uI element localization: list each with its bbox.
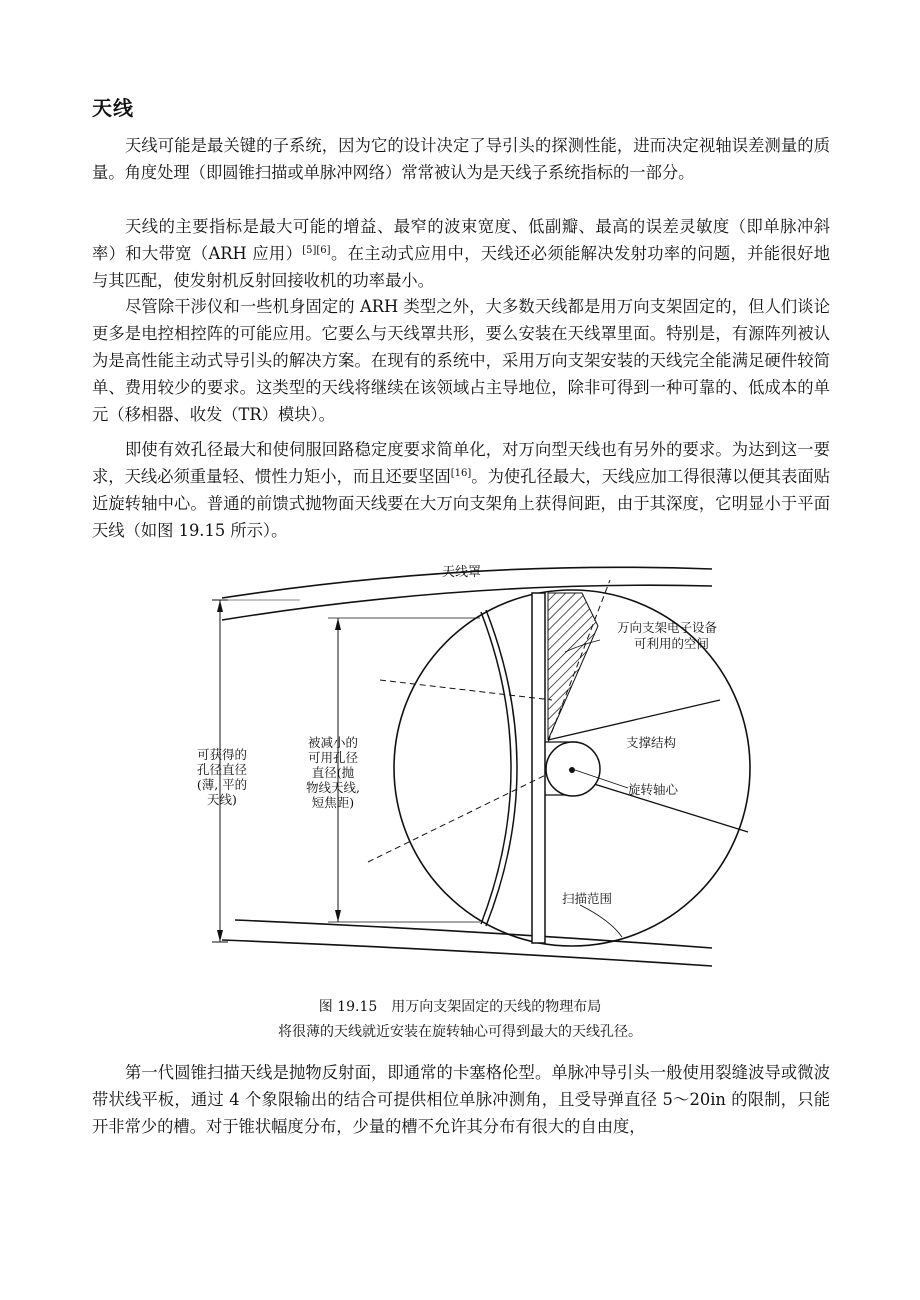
figure-caption-note: 将很薄的天线就近安装在旋转轴心可得到最大的天线孔径。 (278, 1024, 642, 1040)
radome-lower-outer (222, 940, 712, 966)
paragraph-4-text-b: 。为使孔径最大，天线应加工得很薄以便其表面贴近旋转轴中心。普通的前馈式抛物面天线要在大万向支架角上获得间距，由于其深度，它明显小于平面天线（如图 19.15 所示）。 (92, 467, 830, 540)
rotation-axis-center (569, 767, 575, 773)
paragraph-5: 第一代圆锥扫描天线是抛物反射面，即通常的卡塞格伦型。单脉冲导引头一般使用裂缝波导或微波带状线平板，通过 4 个象限输出的结合可提供相位单脉冲测角，且受导弹直径 5～20in 的限制，只能开非常少的槽。对于锥状幅度分布，少量的槽不允许其分布有很大的自由度， (92, 1063, 830, 1136)
label-gimbal-space-1: 万向支架电子设备 (617, 620, 718, 635)
paragraph-3: 尽管除干涉仪和一些机身固定的 ARH 类型之外，大多数天线都是用万向支架固定的，但人们谈论更多是电控相控阵的可能应用。它要么与天线罩共形，要么安装在天线罩里面。特别是，有源阵列被认为是高性能主动式导引头的解决方案。在现有的系统中，采用万向支架安装的天线完全能满足硬件较简单、费用较少的要求。这类型的天线将继续在该领域占主导地位，除非可得到一种可靠的、低成本的单元（移相器、收发（TR）模块）。 (92, 297, 830, 424)
label-support: 支撑结构 (626, 735, 677, 750)
label-mid-1: 被减小的 (307, 735, 359, 750)
label-mid-2: 可用孔径 (307, 750, 359, 765)
figure-caption-title: 图 19.15 用万向支架固定的天线的物理布局 (318, 999, 602, 1015)
citation-16[interactable]: [16] (450, 468, 472, 479)
antenna-layout-figure (0, 555, 920, 985)
label-left-4: 天线) (207, 792, 237, 807)
label-mid-3: 直径(抛 (311, 765, 355, 780)
label-radome: 天线罩 (442, 565, 482, 580)
paragraph-4-text-a: 即使有效孔径最大和使伺服回路稳定度要求简单化，对万向型天线也有另外的要求。为达到这一要求，天线必须重量轻、惯性力矩小，而且还要坚固 (92, 440, 830, 486)
paragraph-4 (92, 436, 830, 544)
paragraph-2-text-b: 。在主动式应用中，天线还必须能解决发射功率的问题，并能很好地与其匹配，使发射机反射回接收机的功率最小。 (92, 244, 830, 290)
paragraph-2 (92, 213, 830, 294)
label-gimbal-space-2: 可利用的空间 (634, 636, 710, 651)
citation-5-6[interactable]: [5][6] (302, 245, 331, 256)
section-heading: 天线 (92, 96, 134, 120)
label-axis: 旋转轴心 (628, 782, 679, 797)
label-left-2: 孔径直径 (196, 762, 248, 777)
label-mid-4: 物线天线, (306, 780, 360, 795)
paragraph-1: 天线可能是最关键的子系统，因为它的设计决定了导引头的探测性能，进而决定视轴误差测量的质量。角度处理（即圆锥扫描或单脉冲网络）常常被认为是天线子系统指标的一部分。 (92, 136, 830, 182)
label-mid-5: 短焦距) (311, 795, 355, 810)
label-left-1: 可获得的 (196, 747, 248, 762)
label-scan: 扫描范围 (562, 891, 613, 906)
label-left-3: (薄, 平的 (196, 777, 248, 792)
parabolic-dish (486, 610, 517, 926)
paragraph-2-text-a: 天线的主要指标是最大可能的增益、最窄的波束宽度、低副瓣、最高的误差灵敏度（即单脉冲斜率）和大带宽（ARH 应用） (92, 217, 830, 263)
flat-antenna-plate (532, 593, 545, 943)
gimbal-space-hatched (548, 593, 598, 740)
